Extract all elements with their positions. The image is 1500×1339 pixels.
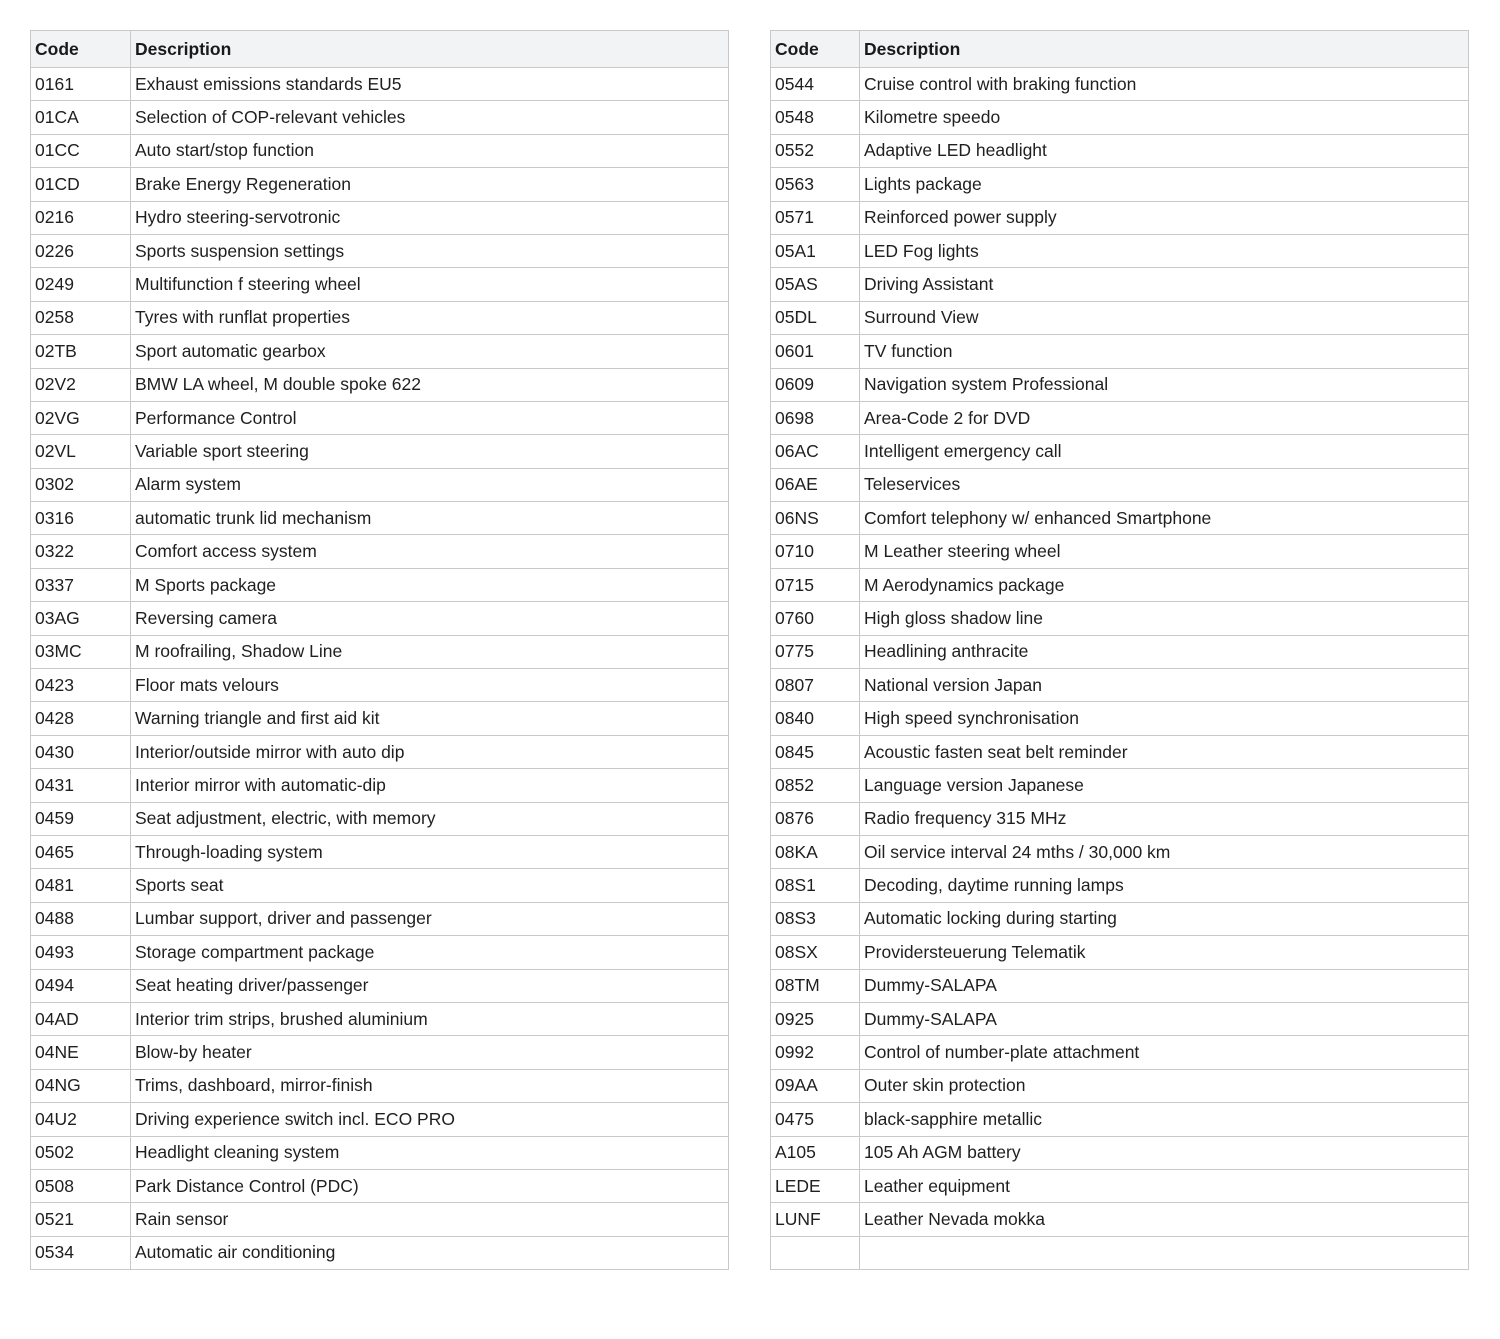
option-code-cell: 08TM: [771, 969, 860, 1002]
option-code-cell: 0302: [31, 468, 131, 501]
option-code-cell: 09AA: [771, 1069, 860, 1102]
option-description-cell: Driving Assistant: [860, 268, 1469, 301]
table-row: [771, 669, 1469, 702]
option-description-cell: [860, 1236, 1469, 1269]
code-column-header: Code: [771, 31, 860, 68]
table-row: [31, 735, 729, 768]
option-code-cell: 0715: [771, 568, 860, 601]
table-row: [31, 969, 729, 1002]
table-row: [771, 969, 1469, 1002]
option-description-cell: Floor mats velours: [131, 669, 729, 702]
table-row: [31, 201, 729, 234]
option-code-cell: 0428: [31, 702, 131, 735]
option-description-cell: Performance Control: [131, 401, 729, 434]
option-code-cell: 0698: [771, 401, 860, 434]
option-code-cell: 0161: [31, 68, 131, 101]
option-description-cell: BMW LA wheel, M double spoke 622: [131, 368, 729, 401]
option-description-cell: Rain sensor: [131, 1203, 729, 1236]
option-description-cell: Through-loading system: [131, 835, 729, 868]
option-code-cell: 0852: [771, 769, 860, 802]
table-row: [771, 735, 1469, 768]
table-row: [31, 502, 729, 535]
option-code-cell: 0423: [31, 669, 131, 702]
option-code-cell: LUNF: [771, 1203, 860, 1236]
option-description-cell: High speed synchronisation: [860, 702, 1469, 735]
option-description-cell: Sports suspension settings: [131, 234, 729, 267]
option-description-cell: Language version Japanese: [860, 769, 1469, 802]
option-description-cell: Surround View: [860, 301, 1469, 334]
option-description-cell: Brake Energy Regeneration: [131, 168, 729, 201]
option-description-cell: Automatic air conditioning: [131, 1236, 729, 1269]
option-code-cell: 0316: [31, 502, 131, 535]
option-description-cell: Exhaust emissions standards EU5: [131, 68, 729, 101]
option-code-cell: 01CA: [31, 101, 131, 134]
option-code-cell: 0226: [31, 234, 131, 267]
option-code-cell: 08KA: [771, 835, 860, 868]
option-code-cell: 0548: [771, 101, 860, 134]
table-row: [771, 869, 1469, 902]
option-code-cell: 0992: [771, 1036, 860, 1069]
option-description-cell: Interior trim strips, brushed aluminium: [131, 1002, 729, 1035]
table-row: [31, 869, 729, 902]
table-row: [31, 234, 729, 267]
option-code-cell: 02TB: [31, 335, 131, 368]
option-code-cell: 0475: [771, 1103, 860, 1136]
table-row: [31, 835, 729, 868]
table-row: [31, 368, 729, 401]
table-row: [31, 1069, 729, 1102]
option-code-cell: 02VL: [31, 435, 131, 468]
table-row: [31, 1002, 729, 1035]
table-header-row: [771, 31, 1469, 68]
option-code-cell: 04NE: [31, 1036, 131, 1069]
option-description-cell: Lumbar support, driver and passenger: [131, 902, 729, 935]
table-row: [31, 535, 729, 568]
table-row: [31, 1103, 729, 1136]
option-description-cell: Cruise control with braking function: [860, 68, 1469, 101]
option-description-cell: M roofrailing, Shadow Line: [131, 635, 729, 668]
table-row: [31, 435, 729, 468]
option-code-cell: 0465: [31, 835, 131, 868]
table-row: [31, 168, 729, 201]
option-description-cell: Comfort telephony w/ enhanced Smartphone: [860, 502, 1469, 535]
option-description-cell: Intelligent emergency call: [860, 435, 1469, 468]
table-row: [771, 1169, 1469, 1202]
option-description-cell: Comfort access system: [131, 535, 729, 568]
table-header-row: [31, 31, 729, 68]
option-description-cell: M Leather steering wheel: [860, 535, 1469, 568]
table-row: [771, 1069, 1469, 1102]
option-code-cell: 0430: [31, 735, 131, 768]
option-description-cell: Seat heating driver/passenger: [131, 969, 729, 1002]
option-description-cell: Interior mirror with automatic-dip: [131, 769, 729, 802]
option-code-cell: 06AC: [771, 435, 860, 468]
table-row: [31, 1136, 729, 1169]
option-code-cell: 01CD: [31, 168, 131, 201]
table-row: [771, 234, 1469, 267]
table-row: [31, 101, 729, 134]
option-description-cell: Control of number-plate attachment: [860, 1036, 1469, 1069]
option-code-cell: 0760: [771, 602, 860, 635]
option-code-cell: 04AD: [31, 1002, 131, 1035]
option-description-cell: Blow-by heater: [131, 1036, 729, 1069]
option-description-cell: Tyres with runflat properties: [131, 301, 729, 334]
table-row: [31, 568, 729, 601]
option-code-cell: 0258: [31, 301, 131, 334]
table-row: [771, 1036, 1469, 1069]
option-description-cell: Sports seat: [131, 869, 729, 902]
table-row: [31, 401, 729, 434]
option-code-cell: 0807: [771, 669, 860, 702]
option-code-cell: 0840: [771, 702, 860, 735]
option-description-cell: Hydro steering-servotronic: [131, 201, 729, 234]
option-description-cell: automatic trunk lid mechanism: [131, 502, 729, 535]
table-row: [31, 902, 729, 935]
option-code-cell: 0521: [31, 1203, 131, 1236]
table-row: [31, 669, 729, 702]
table-row: [771, 401, 1469, 434]
table-row: [31, 802, 729, 835]
option-code-cell: 0508: [31, 1169, 131, 1202]
option-description-cell: Reinforced power supply: [860, 201, 1469, 234]
option-code-cell: 06AE: [771, 468, 860, 501]
option-description-cell: Storage compartment package: [131, 936, 729, 969]
table-row: [31, 702, 729, 735]
option-description-cell: Dummy-SALAPA: [860, 969, 1469, 1002]
table-row: [771, 635, 1469, 668]
table-row: [31, 769, 729, 802]
option-description-cell: High gloss shadow line: [860, 602, 1469, 635]
table-row: [771, 168, 1469, 201]
option-code-cell: 08S1: [771, 869, 860, 902]
option-code-cell: 0493: [31, 936, 131, 969]
option-description-cell: Acoustic fasten seat belt reminder: [860, 735, 1469, 768]
option-code-cell: A105: [771, 1136, 860, 1169]
table-row: [771, 502, 1469, 535]
option-code-cell: 0563: [771, 168, 860, 201]
option-code-cell: 04NG: [31, 1069, 131, 1102]
table-row: [771, 134, 1469, 167]
option-code-cell: 0775: [771, 635, 860, 668]
option-code-cell: 0249: [31, 268, 131, 301]
description-column-header: Description: [131, 31, 729, 68]
option-description-cell: Sport automatic gearbox: [131, 335, 729, 368]
option-description-cell: TV function: [860, 335, 1469, 368]
table-row: [31, 602, 729, 635]
option-description-cell: National version Japan: [860, 669, 1469, 702]
option-description-cell: Driving experience switch incl. ECO PRO: [131, 1103, 729, 1136]
option-description-cell: Automatic locking during starting: [860, 902, 1469, 935]
description-column-header: Description: [860, 31, 1469, 68]
table-row: [771, 201, 1469, 234]
option-description-cell: Teleservices: [860, 468, 1469, 501]
table-row: [771, 936, 1469, 969]
option-description-cell: Variable sport steering: [131, 435, 729, 468]
table-row: [31, 301, 729, 334]
option-description-cell: Navigation system Professional: [860, 368, 1469, 401]
table-row: [31, 134, 729, 167]
option-description-cell: Park Distance Control (PDC): [131, 1169, 729, 1202]
option-description-cell: black-sapphire metallic: [860, 1103, 1469, 1136]
table-row: [771, 1136, 1469, 1169]
option-description-cell: Reversing camera: [131, 602, 729, 635]
table-row: [771, 1236, 1469, 1269]
option-description-cell: Radio frequency 315 MHz: [860, 802, 1469, 835]
option-description-cell: Decoding, daytime running lamps: [860, 869, 1469, 902]
table-row: [31, 1036, 729, 1069]
table-row: [31, 1203, 729, 1236]
option-description-cell: Interior/outside mirror with auto dip: [131, 735, 729, 768]
table-row: [771, 1103, 1469, 1136]
option-code-cell: 0488: [31, 902, 131, 935]
table-row: [31, 68, 729, 101]
table-row: [771, 902, 1469, 935]
option-code-cell: 0925: [771, 1002, 860, 1035]
option-code-cell: 0534: [31, 1236, 131, 1269]
options-table-left: [30, 30, 729, 1270]
option-code-cell: 01CC: [31, 134, 131, 167]
option-code-cell: 08S3: [771, 902, 860, 935]
table-row: [31, 268, 729, 301]
option-description-cell: 105 Ah AGM battery: [860, 1136, 1469, 1169]
table-row: [771, 335, 1469, 368]
table-row: [771, 268, 1469, 301]
option-description-cell: Alarm system: [131, 468, 729, 501]
option-description-cell: Auto start/stop function: [131, 134, 729, 167]
option-code-cell: 0552: [771, 134, 860, 167]
option-code-cell: 0459: [31, 802, 131, 835]
option-description-cell: Headlight cleaning system: [131, 1136, 729, 1169]
option-description-cell: Lights package: [860, 168, 1469, 201]
option-code-cell: 0609: [771, 368, 860, 401]
option-description-cell: Leather Nevada mokka: [860, 1203, 1469, 1236]
option-code-cell: [771, 1236, 860, 1269]
table-row: [771, 301, 1469, 334]
option-code-cell: 03AG: [31, 602, 131, 635]
table-row: [31, 1169, 729, 1202]
table-row: [31, 1236, 729, 1269]
option-code-cell: 03MC: [31, 635, 131, 668]
table-row: [771, 802, 1469, 835]
table-row: [771, 1203, 1469, 1236]
table-row: [771, 835, 1469, 868]
code-column-header: Code: [31, 31, 131, 68]
options-table-right: [770, 30, 1469, 1270]
option-code-cell: 02VG: [31, 401, 131, 434]
option-description-cell: Kilometre speedo: [860, 101, 1469, 134]
option-description-cell: Adaptive LED headlight: [860, 134, 1469, 167]
option-description-cell: Selection of COP-relevant vehicles: [131, 101, 729, 134]
table-row: [771, 1002, 1469, 1035]
option-code-cell: 05AS: [771, 268, 860, 301]
table-row: [771, 769, 1469, 802]
option-description-cell: Area-Code 2 for DVD: [860, 401, 1469, 434]
option-description-cell: Dummy-SALAPA: [860, 1002, 1469, 1035]
table-row: [771, 101, 1469, 134]
table-row: [31, 468, 729, 501]
table-row: [771, 602, 1469, 635]
option-description-cell: Seat adjustment, electric, with memory: [131, 802, 729, 835]
option-code-cell: 0431: [31, 769, 131, 802]
option-code-cell: 0494: [31, 969, 131, 1002]
option-description-cell: Providersteuerung Telematik: [860, 936, 1469, 969]
option-code-cell: 0571: [771, 201, 860, 234]
option-description-cell: Leather equipment: [860, 1169, 1469, 1202]
option-description-cell: Oil service interval 24 mths / 30,000 km: [860, 835, 1469, 868]
option-description-cell: Trims, dashboard, mirror-finish: [131, 1069, 729, 1102]
table-row: [771, 68, 1469, 101]
option-code-cell: 05A1: [771, 234, 860, 267]
table-row: [31, 335, 729, 368]
option-code-cell: 0216: [31, 201, 131, 234]
option-code-cell: 06NS: [771, 502, 860, 535]
option-code-cell: 0481: [31, 869, 131, 902]
option-code-cell: 04U2: [31, 1103, 131, 1136]
table-row: [31, 635, 729, 668]
option-description-cell: Headlining anthracite: [860, 635, 1469, 668]
option-code-cell: 0544: [771, 68, 860, 101]
option-code-cell: 0845: [771, 735, 860, 768]
option-description-cell: M Aerodynamics package: [860, 568, 1469, 601]
table-row: [771, 368, 1469, 401]
table-row: [771, 702, 1469, 735]
option-code-cell: 0710: [771, 535, 860, 568]
option-description-cell: LED Fog lights: [860, 234, 1469, 267]
option-code-cell: 0876: [771, 802, 860, 835]
option-code-cell: 02V2: [31, 368, 131, 401]
option-code-cell: 08SX: [771, 936, 860, 969]
table-row: [771, 568, 1469, 601]
table-row: [771, 535, 1469, 568]
option-code-cell: 0502: [31, 1136, 131, 1169]
option-code-cell: 0337: [31, 568, 131, 601]
option-description-cell: M Sports package: [131, 568, 729, 601]
option-description-cell: Outer skin protection: [860, 1069, 1469, 1102]
table-row: [31, 936, 729, 969]
option-description-cell: Warning triangle and first aid kit: [131, 702, 729, 735]
option-code-cell: LEDE: [771, 1169, 860, 1202]
option-description-cell: Multifunction f steering wheel: [131, 268, 729, 301]
table-row: [771, 435, 1469, 468]
option-code-cell: 05DL: [771, 301, 860, 334]
table-row: [771, 468, 1469, 501]
option-code-cell: 0601: [771, 335, 860, 368]
option-code-cell: 0322: [31, 535, 131, 568]
